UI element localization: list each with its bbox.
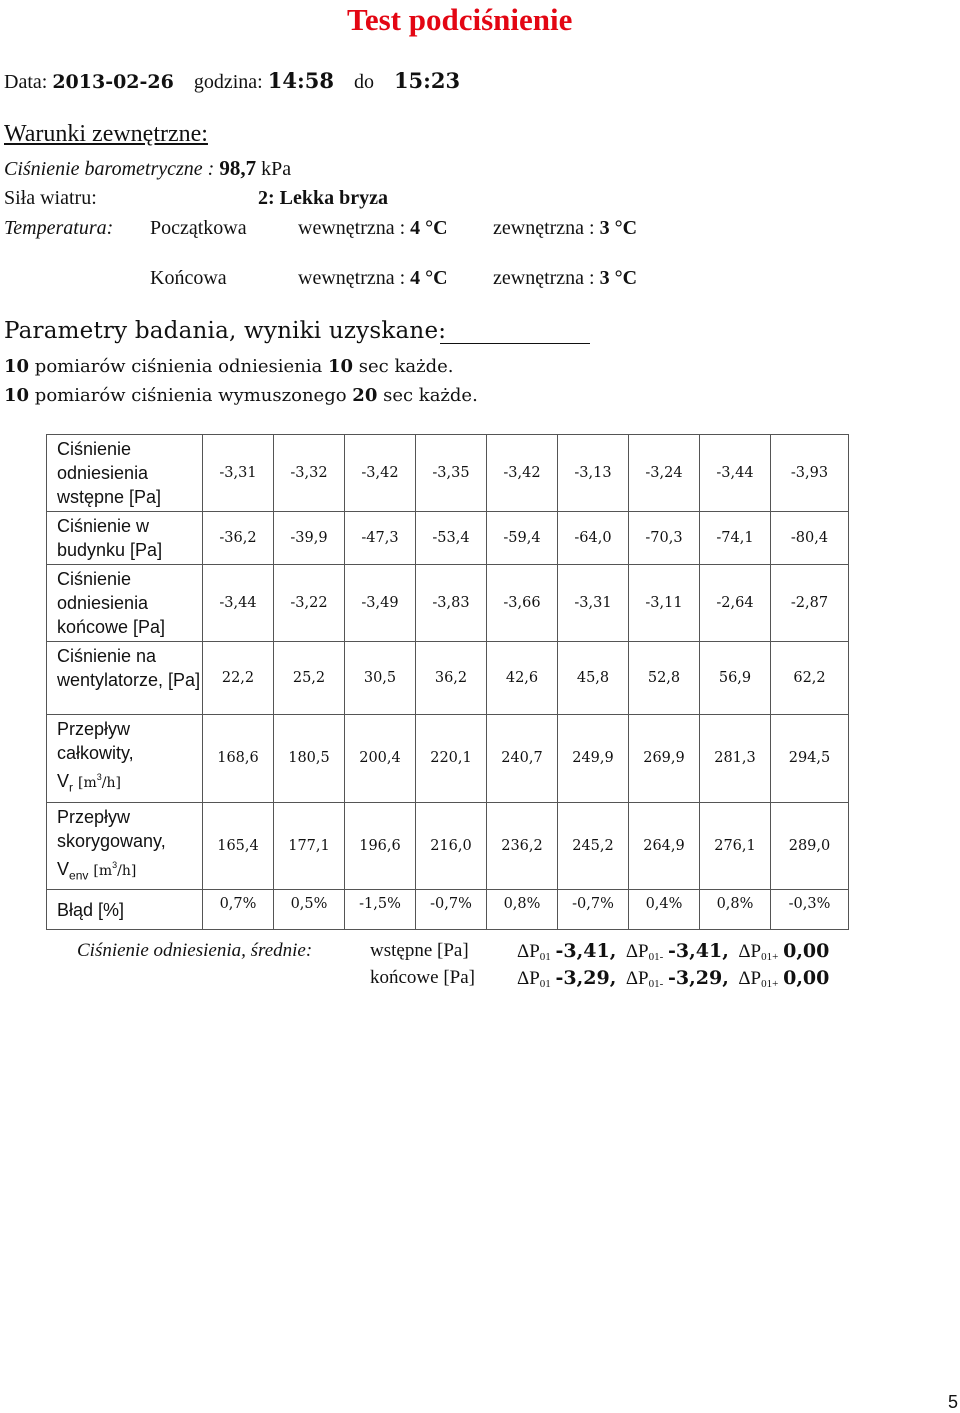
temp-final-label: Końcowa	[150, 267, 227, 289]
temp-final-inner: wewnętrzna : 4 °C	[298, 267, 448, 289]
averages-final-label: końcowe [Pa]	[370, 967, 475, 988]
table-cell: 196,6	[345, 802, 416, 890]
table-cell: -74,1	[700, 512, 771, 565]
temp-initial-label: Początkowa	[150, 217, 247, 239]
table-cell: 264,9	[629, 802, 700, 890]
table-cell: -0,3%	[771, 890, 849, 930]
averages-initial-label: wstępne [Pa]	[370, 940, 469, 961]
table-cell: 216,0	[416, 802, 487, 890]
table-cell: 42,6	[487, 642, 558, 715]
page-title: Test podciśnienie	[347, 2, 573, 37]
table-cell: -3,44	[203, 565, 274, 642]
table-cell: 200,4	[345, 715, 416, 803]
table-cell: -3,35	[416, 435, 487, 512]
table-cell: 0,4%	[629, 890, 700, 930]
row-label: Ciśnienie odniesienia końcowe [Pa]	[47, 565, 203, 642]
pressure-value: 98,7	[219, 156, 257, 180]
temp-final-inner-value: 4 °C	[410, 267, 448, 289]
table-cell: 30,5	[345, 642, 416, 715]
table-cell: -2,64	[700, 565, 771, 642]
avg-initial-p01-minus: -3,41,	[668, 940, 729, 962]
table-cell: -70,3	[629, 512, 700, 565]
averages-label: Ciśnienie odniesienia, średnie:	[77, 940, 313, 961]
page-number: 5	[947, 1392, 958, 1412]
table-cell: -3,22	[274, 565, 345, 642]
table-cell: -59,4	[487, 512, 558, 565]
table-cell: -3,24	[629, 435, 700, 512]
avg-final-p01-plus: 0,00	[783, 967, 830, 989]
avg-initial-p01: -3,41,	[555, 940, 617, 962]
time-separator: do	[353, 71, 374, 93]
row-label: Ciśnienie odniesienia wstępne [Pa]	[47, 435, 203, 512]
temp-initial-inner: wewnętrzna : 4 °C	[298, 217, 448, 239]
table-cell: 56,9	[700, 642, 771, 715]
row-label: Ciśnienie na wentylatorze, [Pa]	[47, 642, 203, 715]
parameters-heading: Parametry badania, wyniki uzyskane:	[4, 318, 447, 344]
table-cell: 276,1	[700, 802, 771, 890]
table-cell: 0,8%	[487, 890, 558, 930]
table-cell: -0,7%	[558, 890, 629, 930]
table-cell: -3,83	[416, 565, 487, 642]
table-row	[47, 565, 849, 642]
temp-initial-outer-value: 3 °C	[599, 217, 638, 239]
table-cell: -3,66	[487, 565, 558, 642]
table-cell: -53,4	[416, 512, 487, 565]
temp-final-outer: zewnętrzna : 3 °C	[493, 267, 638, 289]
table-cell: -3,93	[771, 435, 849, 512]
avg-final-p01-minus: -3,29,	[668, 967, 729, 989]
table-row	[47, 435, 849, 512]
table-row	[47, 802, 849, 890]
date-line	[4, 68, 460, 94]
table-cell: 240,7	[487, 715, 558, 803]
table-cell: -0,7%	[416, 890, 487, 930]
parameters-underline	[440, 343, 590, 344]
table-cell: -3,13	[558, 435, 629, 512]
table-cell: 177,1	[274, 802, 345, 890]
averages-initial-values: $\Delta P_{01}$ -3,41, $\Delta P_{01-}$ -3,41, $\Delta P_{01+}$ 0,00	[517, 940, 830, 963]
time-label: godzina:	[193, 71, 263, 93]
table-cell: -3,42	[345, 435, 416, 512]
table-cell: 0,7%	[203, 890, 274, 930]
table-cell: -47,3	[345, 512, 416, 565]
table-cell: 180,5	[274, 715, 345, 803]
table-cell: -3,31	[558, 565, 629, 642]
table-cell: 0,8%	[700, 890, 771, 930]
row-label: Ciśnienie w budynku [Pa]	[47, 512, 203, 565]
table-cell: -3,49	[345, 565, 416, 642]
table-cell: 245,2	[558, 802, 629, 890]
table-row	[47, 642, 849, 715]
time-start: 14:58	[267, 68, 334, 93]
table-cell: -80,4	[771, 512, 849, 565]
row-label: Przepływ całkowity, $V_r$ $[m^3/h]$	[47, 715, 203, 803]
table-cell: -3,44	[700, 435, 771, 512]
table-cell: 25,2	[274, 642, 345, 715]
pressure-unit: kPa	[261, 158, 292, 180]
table-cell: 294,5	[771, 715, 849, 803]
date-label: Data:	[4, 71, 48, 93]
table-row	[47, 715, 849, 803]
pressure-line	[4, 156, 291, 181]
date-value: 2013-02-26	[52, 71, 174, 93]
temp-label: Temperatura:	[4, 217, 114, 239]
conditions-heading: Warunki zewnętrzne:	[4, 121, 208, 147]
table-cell: -1,5%	[345, 890, 416, 930]
time-end: 15:23	[393, 68, 461, 93]
table-cell: 168,6	[203, 715, 274, 803]
temp-initial-outer: zewnętrzna : 3 °C	[493, 217, 638, 239]
table-cell: -36,2	[203, 512, 274, 565]
avg-initial-p01-plus: 0,00	[783, 940, 830, 962]
table-cell: 289,0	[771, 802, 849, 890]
table-cell: 36,2	[416, 642, 487, 715]
table-cell: 236,2	[487, 802, 558, 890]
wind-label: Siła wiatru:	[4, 187, 97, 209]
table-cell: -3,31	[203, 435, 274, 512]
table-cell: 0,5%	[274, 890, 345, 930]
table-cell: 249,9	[558, 715, 629, 803]
table-cell: 22,2	[203, 642, 274, 715]
table-cell: 269,9	[629, 715, 700, 803]
table-cell: 165,4	[203, 802, 274, 890]
table-cell: 45,8	[558, 642, 629, 715]
table-row	[47, 512, 849, 565]
table-cell: 220,1	[416, 715, 487, 803]
table-cell: 281,3	[700, 715, 771, 803]
temp-initial-inner-value: 4 °C	[410, 217, 448, 239]
wind-value: 2: Lekka bryza	[258, 187, 388, 209]
avg-final-p01: -3,29,	[555, 967, 617, 989]
table-cell: -39,9	[274, 512, 345, 565]
table-cell: -64,0	[558, 512, 629, 565]
row-label: Błąd [%]	[47, 890, 203, 930]
table-row	[47, 890, 849, 930]
table-cell: -2,87	[771, 565, 849, 642]
averages-final-values: $\Delta P_{01}$ -3,29, $\Delta P_{01-}$ -3,29, $\Delta P_{01+}$ 0,00	[517, 967, 830, 990]
table-cell: 52,8	[629, 642, 700, 715]
measurements-table	[46, 434, 849, 930]
table-cell: -3,32	[274, 435, 345, 512]
table-cell: -3,42	[487, 435, 558, 512]
table-cell: -3,11	[629, 565, 700, 642]
row-label: Przepływ skorygowany, $V_{env}$ $[m^3/h]$	[47, 802, 203, 890]
parameters-line-2: 10 pomiarów ciśnienia wymuszonego 20 sec każde.	[4, 385, 478, 406]
temp-final-outer-value: 3 °C	[599, 267, 638, 289]
pressure-label: Ciśnienie barometryczne :	[4, 158, 215, 180]
table-cell: 62,2	[771, 642, 849, 715]
parameters-line-1: 10 pomiarów ciśnienia odniesienia 10 sec każde.	[4, 356, 454, 377]
